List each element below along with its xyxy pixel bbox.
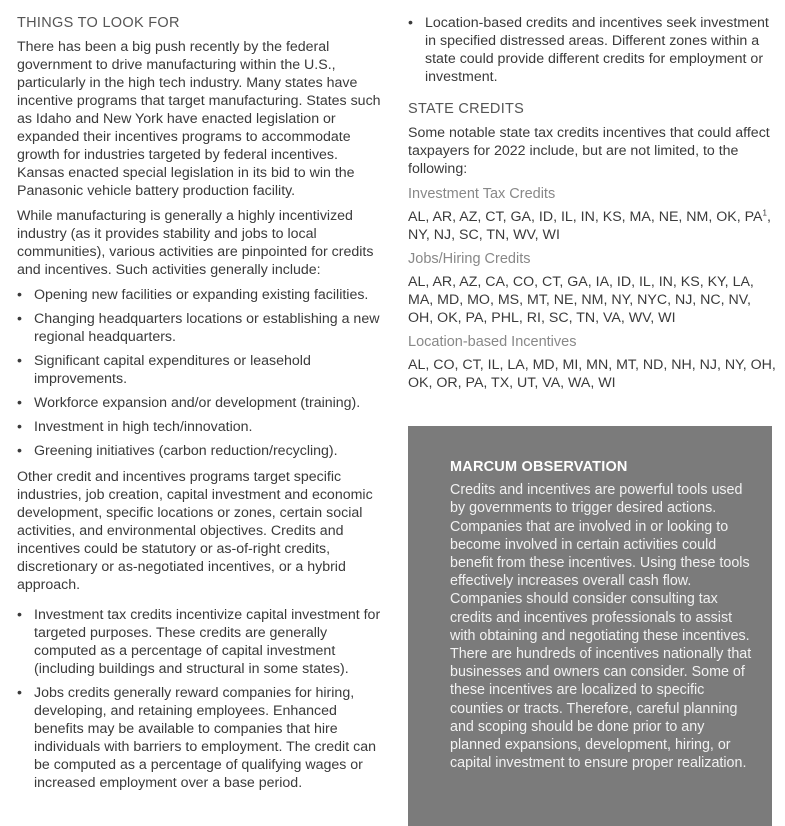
state-credits-intro: Some notable state tax credits incentives that could affect taxpayers for 2022 include, but are not limited, to the following: [408,125,770,177]
location-list [408,14,778,86]
list-item: • Investment tax credits incentivize capital investment for targeted purposes. These credits are generally computed as a percentage of capital investment (including buildings and structural in some states). [17,606,383,678]
jobs-states: AL, AR, AZ, CA, CO, CT, GA, IA, ID, IL, IN, KS, KY, LA, MA, MD, MO, MS, MT, NE, NM, NY, NYC, NJ, NC, NV, OH, OK, PA, PHL, RI, SC, TN, VA, WV, WI [408,274,754,326]
activities-list [17,286,383,460]
credit-types-list [17,606,383,792]
jobs-hiring-credits-label: Jobs/Hiring Credits [408,251,531,267]
observation-body: Credits and incentives are powerful tools used by governments to trigger desired actions. Companies that are involved in or looking to become involved in certain activities could benefit from these incentives. Using these tools effectively increases overall cash flow. Companies should consider consulting tax credits and incentives professionals to assist with obtaining and negotiating these incentives. There are hundreds of incentives nationally that businesses and owners can consider. Some of these incentives are localized to specific counties or tracts. Therefore, careful planning and scoping should be done prior to any planned expansions, development, hiring, or capital investment to ensure proper realization. [450,482,752,772]
location-states: AL, CO, CT, IL, LA, MD, MI, MN, MT, ND, NH, NJ, NY, OH, OK, OR, PA, TX, UT, VA, WA, WI [408,357,776,391]
investment-states-part: , NY, NJ, SC, TN, WV, WI [408,209,771,243]
activities-intro: While manufacturing is generally a highly incentivized industry (as it provides stability and jobs to local communities), various activities are pinpointed for credits and incentives. Such activities generally include: [17,208,374,278]
list-item: • Opening new facilities or expanding existing facilities. [17,286,383,304]
state-credits-heading: STATE CREDITS [408,101,525,117]
investment-states-part: AL, AR, AZ, CT, GA, ID, IL, IN, KS, MA, NE, NM, OK, PA [408,209,763,225]
footnote-marker: 1 [762,208,767,218]
marcum-observation-box [408,426,772,826]
list-item: • Location-based credits and incentives seek investment in specified distressed areas. Different zones within a state could provide different credits for employment or investment. [408,14,778,86]
things-to-look-for-heading: THINGS TO LOOK FOR [17,15,180,31]
intro-paragraph: There has been a big push recently by the federal government to drive manufacturing within the U.S., particularly in the high tech industry. Many states have incentive programs that target manufacturing. States such as Idaho and New York have enacted legislation or expanded their incentives programs to accommodate growth for industries targeted by federal incentives. Kansas enacted special legislation in its bid to win the Panasonic vehicle battery production facility. [17,39,381,199]
right-column [408,14,778,396]
programs-paragraph: Other credit and incentives programs target specific industries, job creation, capital investment and economic development, specific locations or zones, certain social activities, and environmental objectives. Credits and incentives could be statutory or as-of-right credits, discretionary or as-negotiated incentives, or a hybrid approach. [17,469,373,593]
list-item: • Jobs credits generally reward companies for hiring, developing, and retaining employees. Enhanced benefits may be available to companies that hire individuals with barriers to employment. The credit can be computed as a percentage of qualifying wages or increased employment over a base period. [17,684,383,792]
list-item: • Significant capital expenditures or leasehold improvements. [17,352,383,388]
list-item: • Changing headquarters locations or establishing a new regional headquarters. [17,310,383,346]
list-item: • Workforce expansion and/or development (training). [17,394,383,412]
investment-tax-credits-label: Investment Tax Credits [408,186,556,202]
observation-title: MARCUM OBSERVATION [450,459,628,475]
list-item: • Greening initiatives (carbon reduction/recycling). [17,442,383,460]
location-incentives-label: Location-based Incentives [408,334,577,350]
list-item: • Investment in high tech/innovation. [17,418,383,436]
left-column [17,14,383,800]
investment-states [408,208,778,244]
